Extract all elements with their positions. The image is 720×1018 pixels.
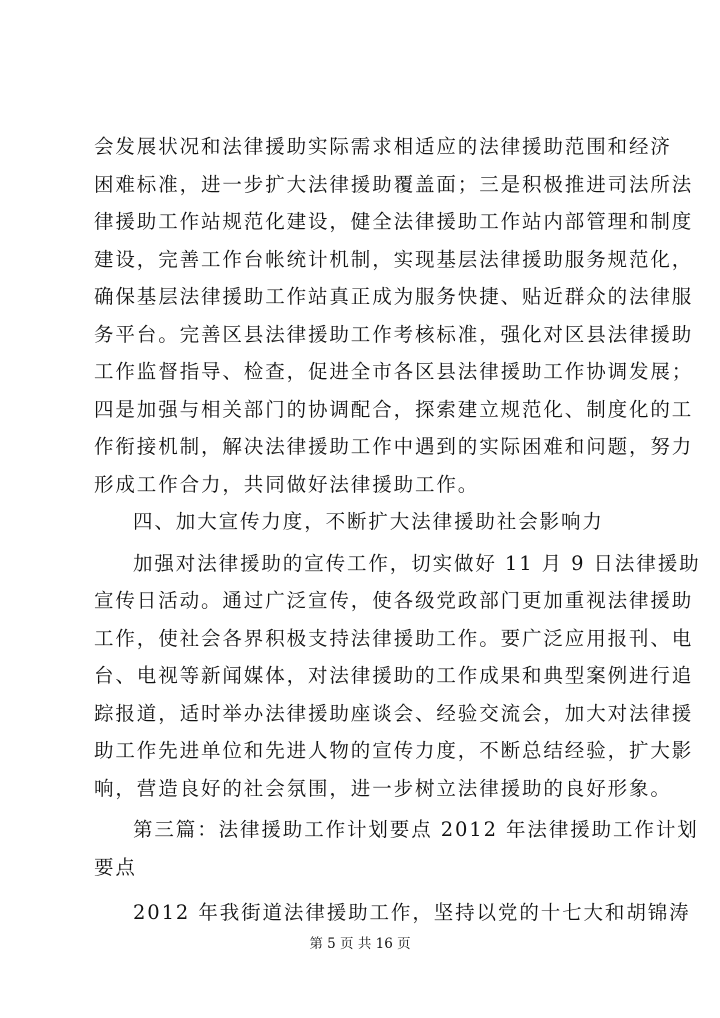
article-title-3 <box>94 811 699 886</box>
paragraph-2012-plan <box>94 894 691 932</box>
text-line: 会发展状况和法律援助实际需求相适应的法律援助范围和经济 <box>94 135 672 158</box>
text-line: 台、电视等新闻媒体，对法律援助的工作成果和典型案例进行追 <box>94 664 694 687</box>
article-title-line: 第三篇：法律援助工作计划要点 2012 年法律援助工作计划 <box>133 818 699 841</box>
text-line: 工作监督指导、检查，促进全市各区县法律援助工作协调发展； <box>94 360 694 383</box>
paragraph-publicity <box>94 545 701 808</box>
text-line: 工作，使社会各界积极支持法律援助工作。要广泛应用报刊、电 <box>94 626 694 650</box>
text-line: 困难标准，进一步扩大法律援助覆盖面；三是积极推进司法所法 <box>94 172 694 196</box>
article-title-line: 要点 <box>94 855 137 879</box>
document-body <box>94 128 701 932</box>
text-line: 宣传日活动。通过广泛宣传，使各级党政部门更加重视法律援助 <box>94 589 694 612</box>
text-line: 踪报道，适时举办法律援助座谈会、经验交流会，加大对法律援 <box>94 701 694 725</box>
section-heading-text: 四、加大宣传力度，不断扩大法律援助社会影响力 <box>133 510 604 533</box>
text-line: 响，营造良好的社会氛围，进一步树立法律援助的良好形象。 <box>94 776 672 800</box>
text-line: 四是加强与相关部门的协调配合，探索建立规范化、制度化的工 <box>94 397 694 421</box>
paragraph-continuation <box>94 128 694 503</box>
text-line: 加强对法律援助的宣传工作，切实做好 11 月 9 日法律援助 <box>133 551 701 575</box>
section-heading-4 <box>94 503 654 541</box>
text-line: 务平台。完善区县法律援助工作考核标准，强化对区县法律援助 <box>94 322 694 346</box>
page-number-footer: 第 5 页 共 16 页 <box>309 936 411 952</box>
text-line: 作衔接机制，解决法律援助工作中遇到的实际困难和问题，努力 <box>94 435 694 458</box>
text-line: 助工作先进单位和先进人物的宣传力度，不断总结经验，扩大影 <box>94 739 694 762</box>
text-line: 形成工作合力，共同做好法律援助工作。 <box>94 472 480 496</box>
text-line: 建设，完善工作台帐统计机制，实现基层法律援助服务规范化， <box>94 247 694 271</box>
text-line: 律援助工作站规范化建设，健全法律援助工作站内部管理和制度 <box>94 210 694 233</box>
text-line: 2012 年我街道法律援助工作，坚持以党的十七大和胡锦涛 <box>133 901 691 924</box>
text-line: 确保基层法律援助工作站真正成为服务快捷、贴近群众的法律服 <box>94 285 694 308</box>
